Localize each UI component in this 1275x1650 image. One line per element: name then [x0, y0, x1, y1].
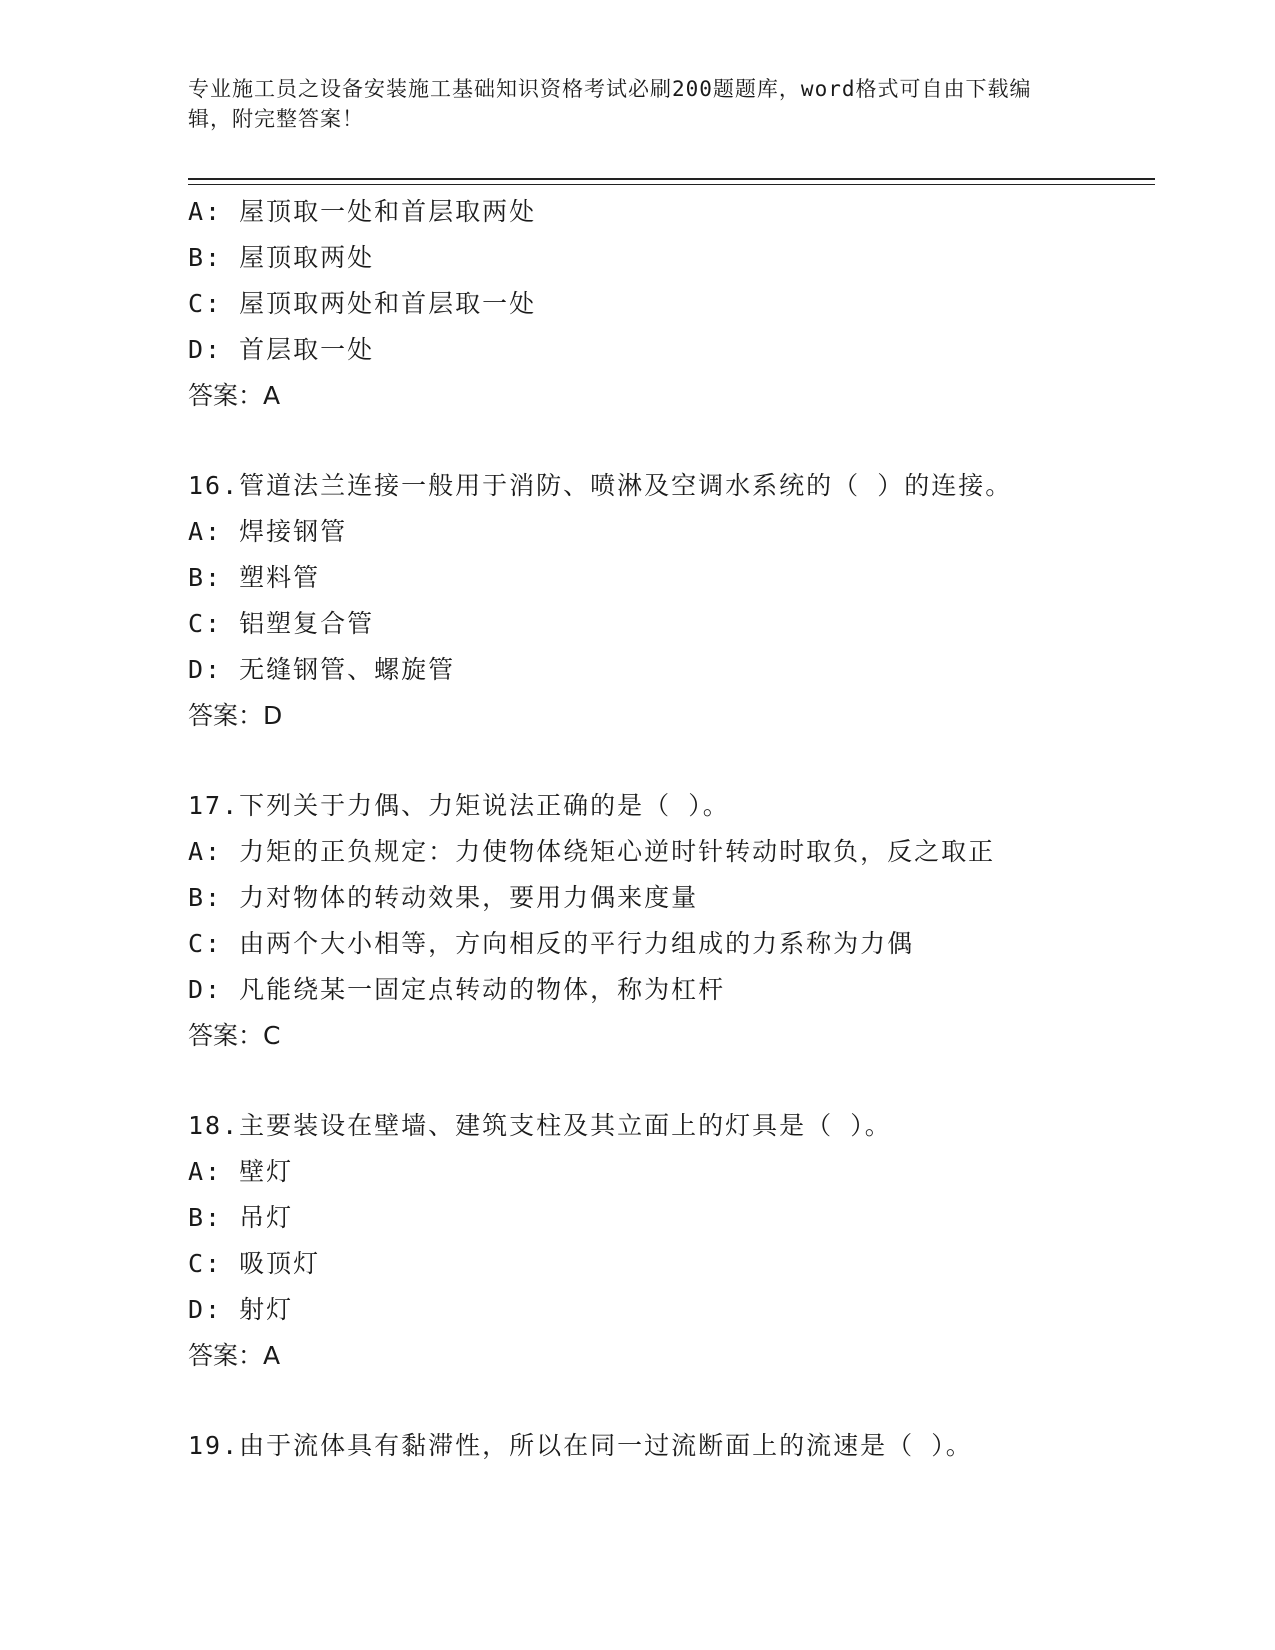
header-rule-thin — [188, 184, 1155, 185]
option-a: A: 屋顶取一处和首层取两处 — [188, 197, 537, 226]
question-block-18 — [188, 1103, 1155, 1379]
option-d: D: 首层取一处 — [188, 335, 375, 364]
option-d: D: 射灯 — [188, 1295, 294, 1324]
option-c: C: 屋顶取两处和首层取一处 — [188, 289, 537, 318]
document-header: 专业施工员之设备安装施工基础知识资格考试必刷200题题库，word格式可自由下载编辑，附完整答案！ — [188, 77, 1032, 131]
option-a: A: 焊接钢管 — [188, 517, 348, 546]
option-a: A: 力矩的正负规定：力使物体绕矩心逆时针转动时取负，反之取正 — [188, 837, 996, 866]
option-c: C: 铝塑复合管 — [188, 609, 375, 638]
option-b: B: 屋顶取两处 — [188, 243, 375, 272]
answer-line: 答案：C — [188, 1021, 281, 1050]
question-block-15 — [188, 189, 1155, 419]
question-block-17 — [188, 783, 1155, 1059]
answer-line: 答案：D — [188, 701, 283, 730]
option-d: D: 无缝钢管、螺旋管 — [188, 655, 456, 684]
question-block-19 — [188, 1423, 1155, 1469]
question-text: 16.管道法兰连接一般用于消防、喷淋及空调水系统的（ ）的连接。 — [188, 471, 1013, 500]
option-c: C: 由两个大小相等，方向相反的平行力组成的力系称为力偶 — [188, 929, 915, 958]
option-b: B: 吊灯 — [188, 1203, 294, 1232]
option-d: D: 凡能绕某一固定点转动的物体，称为杠杆 — [188, 975, 726, 1004]
answer-line: 答案：A — [188, 1341, 281, 1370]
answer-line: 答案：A — [188, 381, 281, 410]
header-rule-thick — [188, 178, 1155, 180]
question-list — [188, 189, 1155, 1469]
question-block-16 — [188, 463, 1155, 739]
option-b: B: 力对物体的转动效果，要用力偶来度量 — [188, 883, 699, 912]
option-a: A: 壁灯 — [188, 1157, 294, 1186]
question-text: 17.下列关于力偶、力矩说法正确的是（ ）。 — [188, 791, 730, 820]
option-c: C: 吸顶灯 — [188, 1249, 321, 1278]
option-b: B: 塑料管 — [188, 563, 321, 592]
question-text: 18.主要装设在壁墙、建筑支柱及其立面上的灯具是（ ）。 — [188, 1111, 892, 1140]
question-text: 19.由于流体具有黏滞性，所以在同一过流断面上的流速是（ ）。 — [188, 1431, 973, 1460]
